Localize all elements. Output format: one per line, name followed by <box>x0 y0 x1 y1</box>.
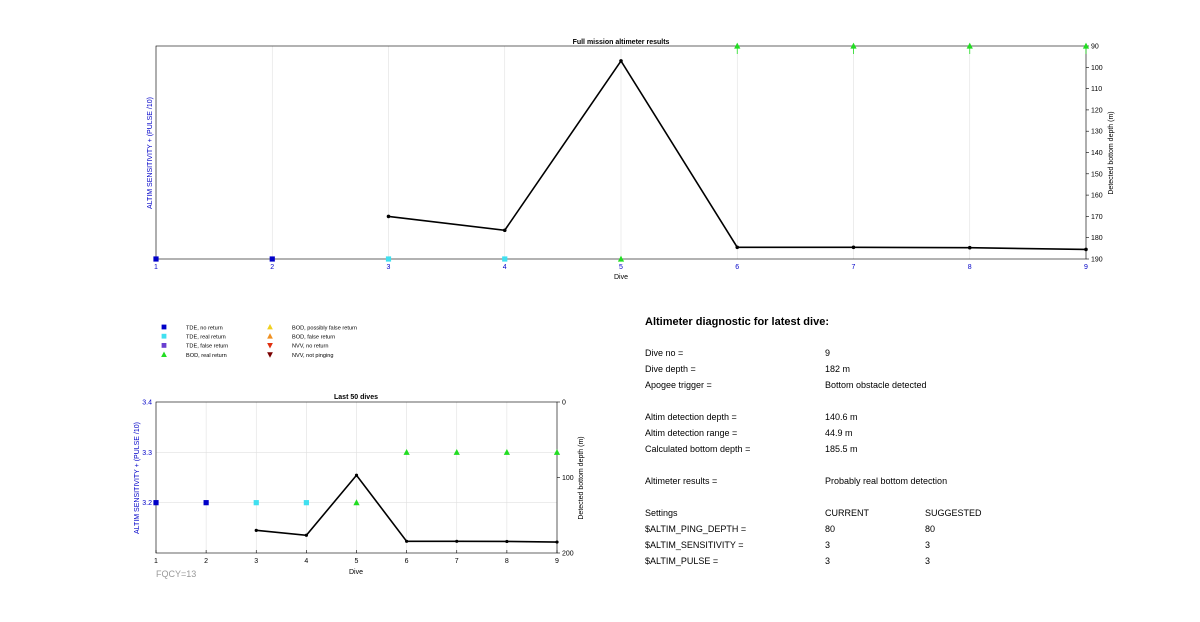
legend-label: TDE, false return <box>186 343 229 350</box>
y-right-tick-label: 200 <box>562 550 574 558</box>
setting-suggested: 3 <box>925 540 931 550</box>
setting-current: 3 <box>825 556 831 566</box>
sensitivity-marker <box>353 499 359 505</box>
settings-header-suggested: SUGGESTED <box>925 508 982 518</box>
y-tick-label: 160 <box>1091 192 1103 200</box>
x-tick-label: 6 <box>404 558 409 565</box>
legend-label: BOD, possibly false return <box>292 325 357 332</box>
setting-suggested: 80 <box>925 524 936 534</box>
y-tick-label: 190 <box>1091 256 1103 264</box>
depth-point <box>555 540 558 543</box>
legend-label: NVV, no return <box>292 343 329 350</box>
setting-label: $ALTIM_PULSE = <box>645 556 719 566</box>
x-axis-label: Dive <box>613 274 629 281</box>
depth-point <box>405 540 408 543</box>
diag-label: Apogee trigger = <box>645 380 712 390</box>
y-tick-label: 100 <box>1091 64 1103 72</box>
y-left-axis-label: ALTIM SENSITIVITY + (PULSE /10) <box>147 97 154 209</box>
diag-label: Altimeter results = <box>645 476 718 486</box>
sensitivity-marker <box>204 500 209 505</box>
sensitivity-marker <box>504 449 510 455</box>
diag-label: Altim detection depth = <box>645 412 737 422</box>
x-tick-label: 9 <box>555 558 559 565</box>
x-tick-label: 5 <box>619 264 623 271</box>
diag-value: 44.9 m <box>825 428 853 438</box>
x-tick-labels <box>154 558 559 565</box>
setting-label: $ALTIM_PING_DEPTH = <box>645 524 747 534</box>
x-tick-label: 1 <box>154 264 158 271</box>
y-right-tick-label: 0 <box>562 399 566 407</box>
diag-value: Bottom obstacle detected <box>825 380 927 390</box>
y-left-tick-label: 3.2 <box>142 500 152 508</box>
y-left-axis-label: ALTIM SENSITIVITY + (PULSE /10) <box>134 422 141 534</box>
diag-label: Dive depth = <box>645 364 696 374</box>
setting-label: $ALTIM_SENSITIVITY = <box>645 540 744 550</box>
setting-current: 80 <box>825 524 836 534</box>
sensitivity-marker <box>404 449 410 455</box>
diag-value: 185.5 m <box>825 444 858 454</box>
y-left-tick-label: 3.3 <box>142 449 152 457</box>
diag-value: Probably real bottom detection <box>825 476 948 486</box>
depth-point <box>852 245 856 249</box>
depth-point <box>355 474 358 477</box>
x-tick-label: 4 <box>502 264 507 271</box>
depth-point <box>735 245 739 249</box>
depth-point <box>968 246 972 250</box>
x-tick-label: 7 <box>454 558 459 565</box>
y-left-tick-labels <box>142 400 152 508</box>
legend-label: NVV, not pinging <box>292 352 334 359</box>
altimeter-marker <box>967 43 973 49</box>
diagnostic-title: Altimeter diagnostic for latest dive: <box>645 316 829 328</box>
y-right-tick-label: 100 <box>562 475 574 482</box>
y-right-axis-label: Detected bottom depth (m) <box>1108 111 1115 195</box>
altimeter-marker <box>734 43 740 49</box>
y-right-axis-label: Detected bottom depth (m) <box>578 436 585 520</box>
x-tick-label: 3 <box>386 264 391 271</box>
legend-label: BOD, false return <box>292 334 336 341</box>
depth-point <box>505 540 508 543</box>
chart-title: Full mission altimeter results <box>572 39 670 46</box>
x-tick-label: 1 <box>154 558 158 565</box>
sensitivity-marker <box>454 449 460 455</box>
diag-value: 140.6 m <box>825 412 858 422</box>
altimeter-marker <box>850 43 856 49</box>
y-tick-label: 170 <box>1091 213 1103 221</box>
y-right-tick-labels <box>557 400 574 558</box>
setting-current: 3 <box>825 540 831 550</box>
x-tick-label: 8 <box>504 558 509 565</box>
depth-point <box>1084 248 1088 252</box>
sensitivity-marker <box>304 500 309 505</box>
settings-header-current: CURRENT <box>825 508 869 518</box>
x-tick-label: 5 <box>354 558 359 565</box>
legend-label: BOD, real return <box>186 352 227 359</box>
sensitivity-marker <box>153 500 158 505</box>
x-tick-label: 8 <box>967 264 972 271</box>
y-tick-label: 180 <box>1091 235 1103 243</box>
x-tick-label: 6 <box>735 264 740 271</box>
y-tick-label: 90 <box>1091 43 1099 51</box>
footnote-fqcy: FQCY=13 <box>156 569 197 579</box>
settings-header-label: Settings <box>645 508 678 518</box>
depth-point <box>305 534 308 537</box>
y-tick-label: 150 <box>1091 171 1103 179</box>
y-left-tick-label: 3.4 <box>142 399 152 407</box>
diag-value: 182 m <box>825 364 851 374</box>
depth-point <box>455 540 458 543</box>
x-tick-label: 4 <box>304 558 309 565</box>
depth-point <box>255 529 258 532</box>
diag-value: 9 <box>825 348 831 358</box>
sensitivity-marker <box>554 449 560 455</box>
x-tick-label: 2 <box>204 558 209 565</box>
x-tick-label: 7 <box>851 264 856 271</box>
legend-label: TDE, real return <box>186 334 226 341</box>
x-tick-label: 3 <box>254 558 259 565</box>
diag-label: Dive no = <box>645 348 684 358</box>
setting-suggested: 3 <box>925 556 931 566</box>
altimeter-marker <box>1083 43 1089 49</box>
sensitivity-marker <box>254 500 259 505</box>
chart-title: Last 50 dives <box>334 394 378 401</box>
y-tick-label: 110 <box>1091 86 1103 94</box>
y-right-tick-labels <box>1086 44 1103 264</box>
diag-label: Calculated bottom depth = <box>645 444 751 454</box>
x-axis-label: Dive <box>348 569 364 576</box>
diag-label: Altim detection range = <box>645 428 738 438</box>
x-tick-label: 2 <box>270 264 275 271</box>
y-tick-label: 140 <box>1091 150 1103 157</box>
x-tick-label: 9 <box>1084 264 1088 271</box>
y-tick-label: 130 <box>1091 128 1103 136</box>
legend-label: TDE, no return <box>186 325 223 332</box>
grid <box>156 402 557 553</box>
y-tick-label: 120 <box>1091 107 1103 115</box>
